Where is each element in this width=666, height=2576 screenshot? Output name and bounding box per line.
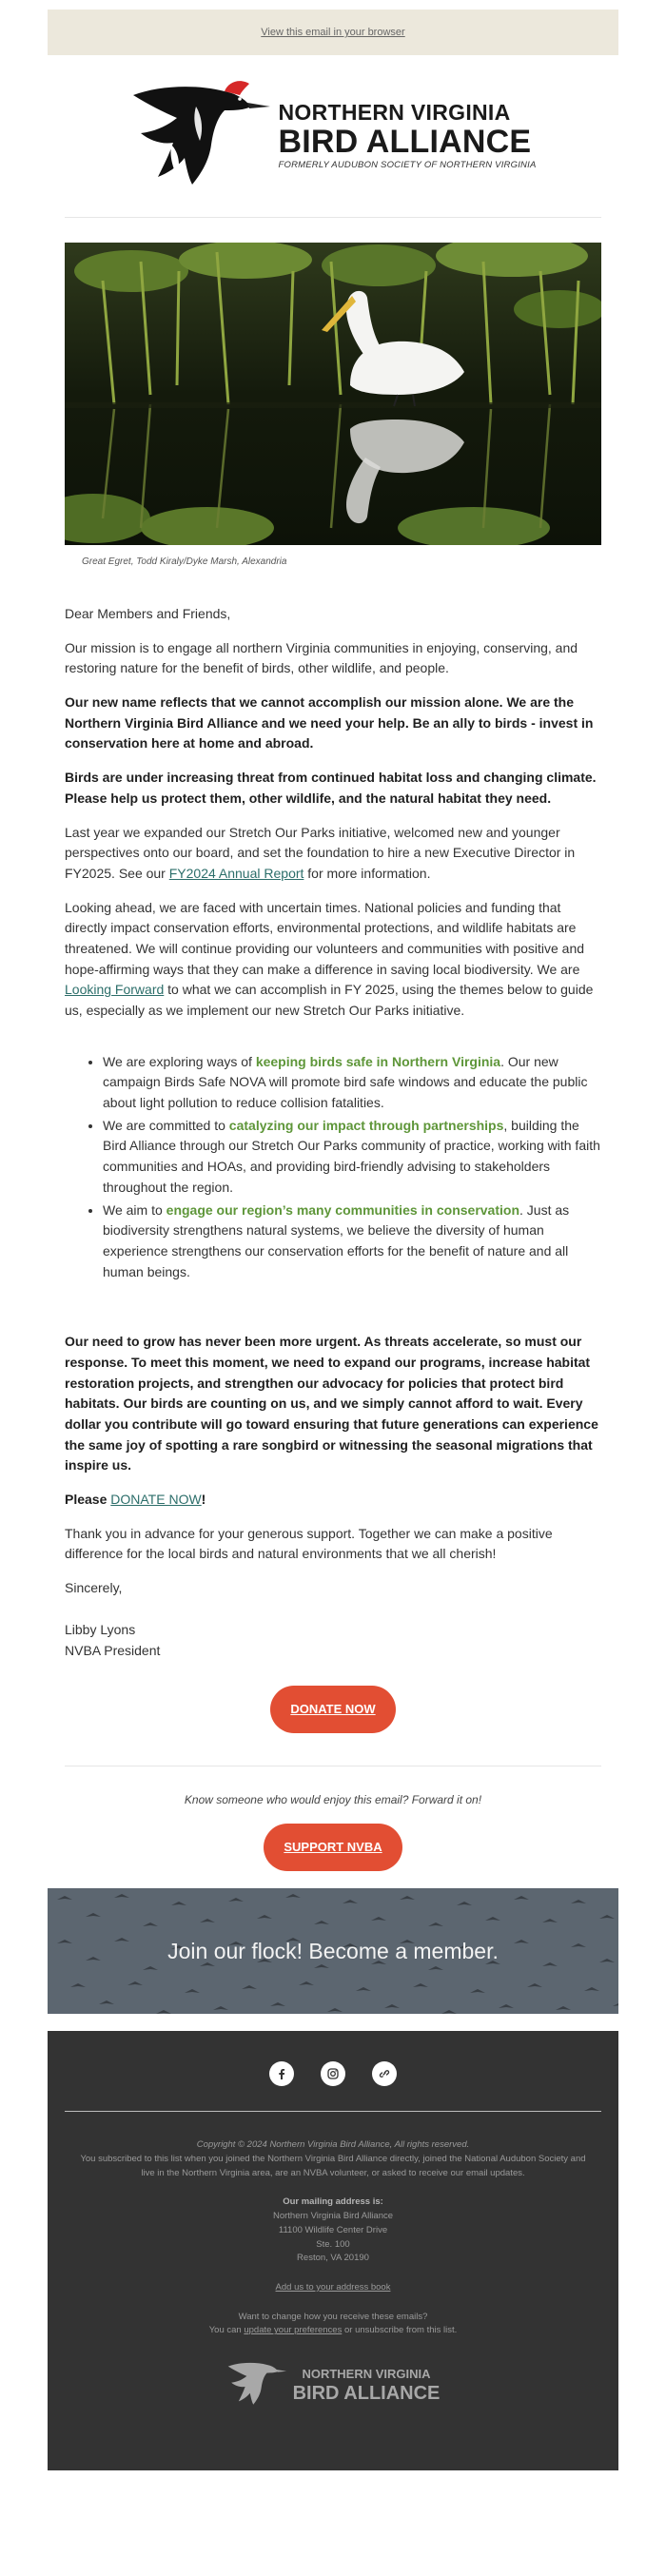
- address-line: Northern Virginia Bird Alliance: [272, 2211, 394, 2222]
- logo[interactable]: [129, 78, 536, 194]
- signer-name: Libby Lyons: [65, 1621, 136, 1637]
- thanks-paragraph: Thank you in advance for your generous support. Together we can make a positive difference for the local birds and natural environments that we all cherish!: [65, 1525, 553, 1562]
- address-line: 11100 Wildlife Center Drive: [278, 2224, 388, 2235]
- new-name-paragraph: Our new name reflects that we cannot accomplish our mission alone. We are the Northern Virginia Bird Alliance and we need your help. Be an ally to birds - invest in conservation here at home and abroad.: [65, 694, 594, 751]
- hero-caption: Great Egret, Todd Kiraly/Dyke Marsh, Alexandria: [82, 556, 287, 567]
- bullet-text-end: , building the Bird Alliance through our Stretch Our Parks community of practice, working with faith communities and HOAs, and providing bird-friendly advising to stakeholders throughout the region.: [103, 1117, 600, 1195]
- please-text-end: !: [201, 1492, 206, 1508]
- header-logo-block: [48, 55, 618, 217]
- update-preferences-link[interactable]: update your preferences: [244, 2325, 343, 2336]
- instagram-icon[interactable]: [321, 2061, 345, 2086]
- footer-logo: [48, 2359, 618, 2409]
- please-text: Please: [65, 1492, 111, 1508]
- greeting: Dear Members and Friends,: [65, 606, 231, 621]
- looking-ahead-paragraph: [65, 898, 601, 1022]
- copyright: Copyright © 2024 Northern Virginia Bird Alliance, All rights reserved.: [196, 2139, 470, 2151]
- themes-list: [103, 1052, 601, 1283]
- egret-photo: [65, 243, 601, 545]
- footer: [48, 2031, 618, 2470]
- subscription-reason: You subscribed to this list when you joined the Northern Virginia Bird Alliance directly, joined the National Audubon Society and live in the Northern Virginia area, are an NVBA volunteer, or asked to receive our email updates.: [80, 2153, 586, 2178]
- footer-logo-line-1: NORTHERN VIRGINIA: [302, 2367, 431, 2382]
- logo-line-1: NORTHERN VIRGINIA: [278, 100, 511, 126]
- bullet-text: We aim to: [103, 1201, 166, 1218]
- urgent-paragraph: Our need to grow has never been more urgent. As threats accelerate, so must our response. To meet this moment, we need to expand our programs, increase habitat restoration projects, and strengthen our advocacy for policies that protect bird habitats. Our birds are counting on us, and we simply cannot afford to wait. Every dollar you contribute will go toward ensuring that future generations can experience the same joy of spotting a rare songbird or witnessing the seasonal migrations that inspire us.: [65, 1334, 598, 1473]
- donate-now-link[interactable]: DONATE NOW: [110, 1492, 202, 1508]
- list-item: [103, 1200, 601, 1283]
- hero-image: [65, 243, 601, 545]
- looking-forward-link[interactable]: Looking Forward: [65, 982, 165, 998]
- please-donate-line: [65, 1490, 601, 1511]
- bullet-highlight: engage our region’s many communities in conservation: [166, 1201, 519, 1218]
- mailing-address: [48, 2210, 618, 2266]
- preferences-text-end: .: [454, 2325, 458, 2336]
- list-item: [103, 1052, 601, 1114]
- bullet-text-end: . Just as biodiversity strengthens natural systems, we believe the diversity of human experience strengthens our conservation efforts for the benefit of nature and all human beings.: [103, 1201, 570, 1279]
- looking-ahead-text-end: to what we can accomplish in FY 2025, using the themes below to guide us, especially as we implement our new Stretch Our Parks initiative.: [65, 982, 594, 1018]
- support-button[interactable]: SUPPORT NVBA: [264, 1824, 402, 1871]
- change-question: Want to change how you receive these emails?: [238, 2311, 428, 2322]
- footer-logo-line-2: BIRD ALLIANCE: [292, 2383, 441, 2405]
- signature: [65, 1620, 601, 1661]
- logo-line-2: BIRD ALLIANCE: [278, 124, 532, 161]
- signer-title: NVBA President: [65, 1642, 161, 1658]
- letter-body: [48, 576, 618, 1661]
- bullet-text: We are committed to: [103, 1117, 229, 1133]
- bullet-text: We are exploring ways of: [103, 1053, 256, 1069]
- address-line: Reston, VA 20190: [297, 2253, 369, 2264]
- preferences-line: [48, 2324, 618, 2338]
- last-year-text: Last year we expanded our Stretch Our Parks initiative, welcomed new and younger perspectives onto our board, and set the foundation to hire a new Executive Director in FY2025. See our: [65, 824, 576, 881]
- footer-divider: [65, 2111, 601, 2112]
- website-link-icon[interactable]: [372, 2061, 397, 2086]
- bullet-highlight: catalyzing our impact through partnerships: [228, 1117, 504, 1133]
- join-banner[interactable]: [48, 1888, 618, 2014]
- bullet-highlight: keeping birds safe in Northern Virginia: [255, 1053, 501, 1069]
- woodpecker-logo-icon: [226, 2359, 287, 2409]
- header-divider: [65, 217, 601, 218]
- annual-report-link[interactable]: FY2024 Annual Report: [168, 865, 304, 881]
- bullet-text-end: . Our new campaign Birds Safe NOVA will promote bird safe windows and educate the public about light pollution to reduce collision fatalities.: [103, 1053, 588, 1111]
- social-links: [48, 2031, 618, 2086]
- view-in-browser-link[interactable]: View this email in your browser: [261, 27, 405, 38]
- logo-line-3: FORMERLY AUDUBON SOCIETY OF NORTHERN VIRGINIA: [278, 160, 537, 171]
- last-year-paragraph: [65, 823, 601, 885]
- list-item: [103, 1116, 601, 1199]
- threat-paragraph: Birds are under increasing threat from continued habitat loss and changing climate. Please help us protect them, other wildlife, and the natural habitat they need.: [65, 770, 597, 806]
- mailing-address-heading: Our mailing address is:: [283, 2196, 383, 2208]
- donate-button[interactable]: DONATE NOW: [270, 1686, 396, 1733]
- address-line: Ste. 100: [316, 2238, 350, 2250]
- looking-ahead-text: Looking ahead, we are faced with uncertain times. National policies and funding that directly impact conservation efforts, environmental protections, and wildlife habitats are threatened. We will continue providing our volunteers and communities with positive and hope-affirming ways that they can make a difference in saving local biodiversity. We are: [65, 899, 585, 977]
- preferences-text-mid: or: [342, 2325, 356, 2336]
- preferences-text: You can: [208, 2325, 245, 2336]
- join-banner-text: Join our flock! Become a member.: [167, 1938, 499, 1963]
- preheader: [48, 10, 618, 55]
- sincerely: Sincerely,: [65, 1580, 123, 1596]
- woodpecker-logo-icon: [129, 78, 272, 194]
- last-year-text-end: for more information.: [304, 865, 431, 881]
- facebook-icon[interactable]: [269, 2061, 294, 2086]
- preferences-block: [48, 2311, 618, 2338]
- unsubscribe-link[interactable]: unsubscribe from this list: [355, 2325, 455, 2336]
- forward-text: Know someone who would enjoy this email? Forward it on!: [184, 1793, 482, 1807]
- mission-paragraph: Our mission is to engage all northern Virginia communities in enjoying, conserving, and restoring nature for the benefit of birds, other wildlife, and people.: [65, 639, 578, 676]
- add-to-address-book-link[interactable]: Add us to your address book: [275, 2281, 391, 2293]
